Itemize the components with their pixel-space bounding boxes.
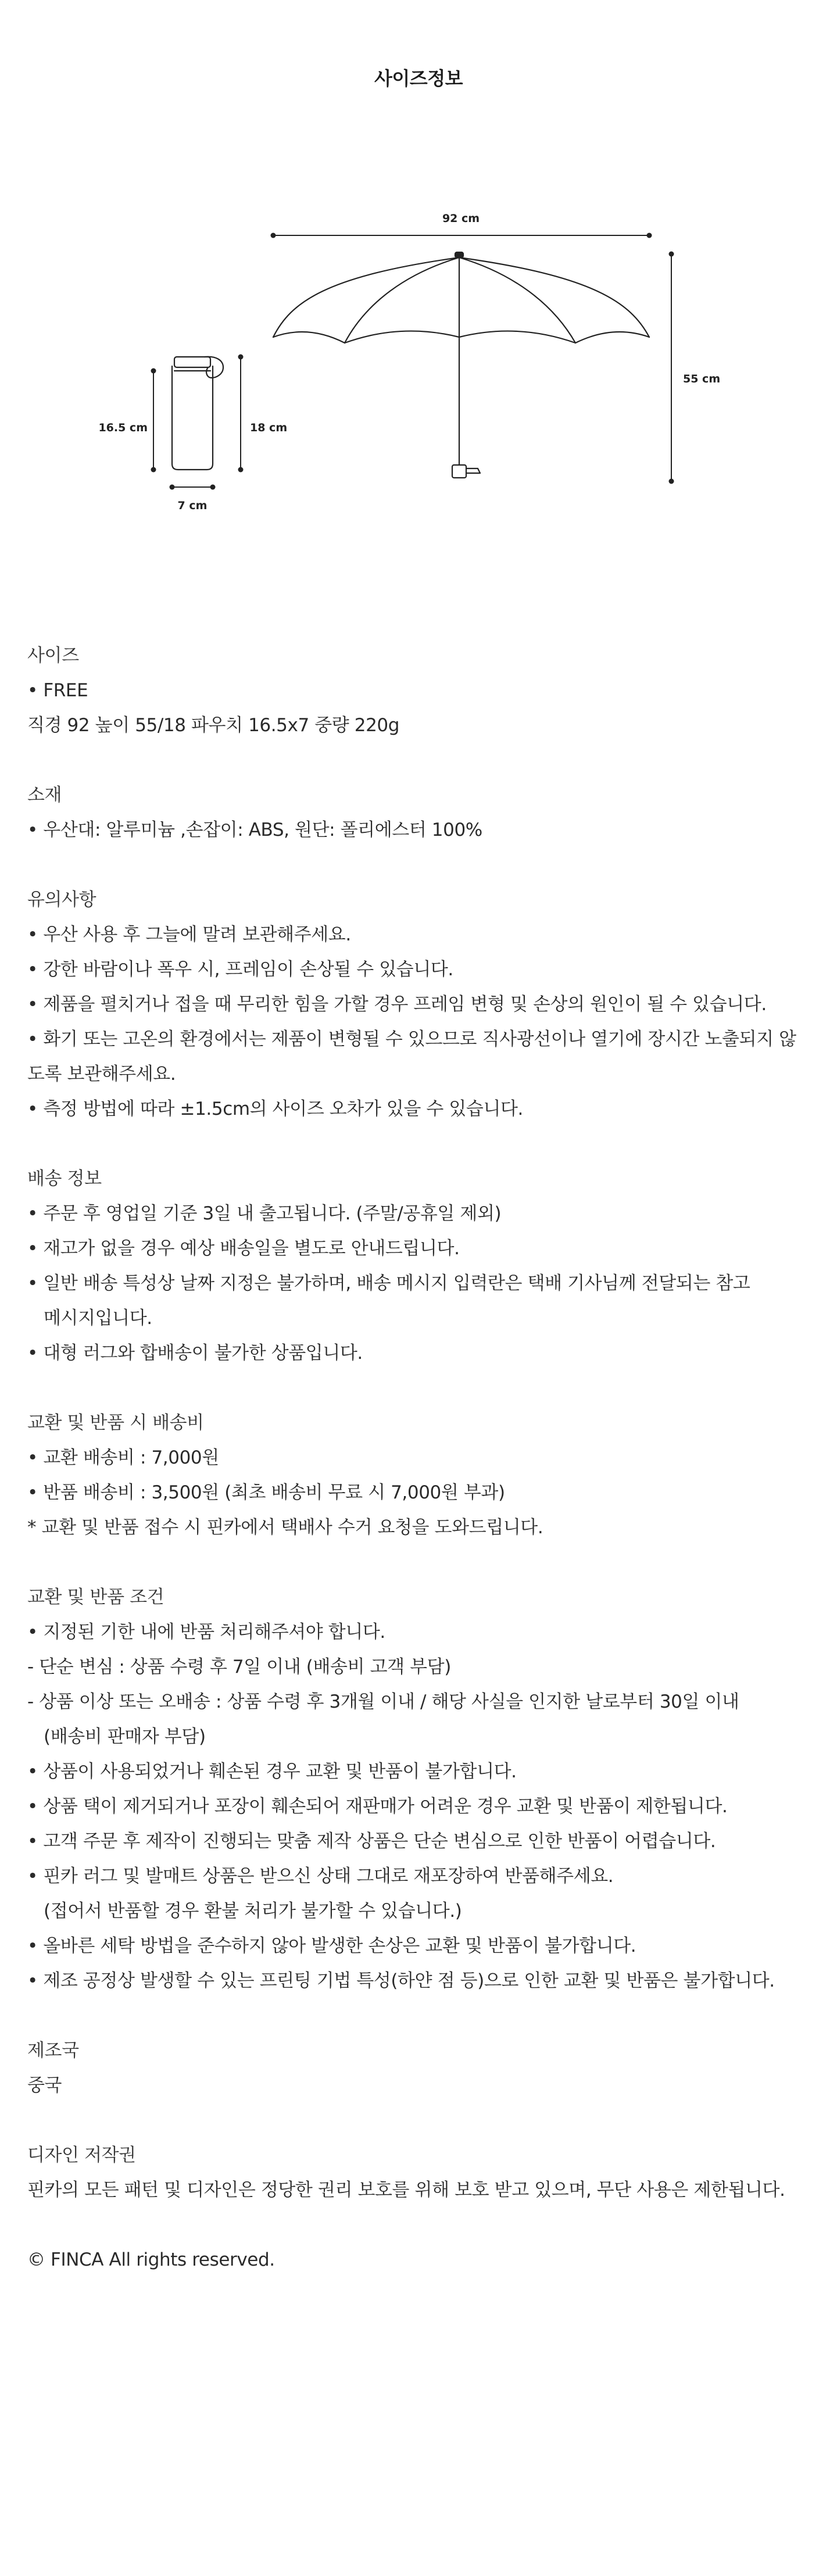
pouch-height-label: 16.5 cm bbox=[98, 421, 148, 434]
section-return-conditions-title: 교환 및 반품 조건 bbox=[27, 1587, 164, 1608]
return-condition-line: • 고객 주문 후 제작이 진행되는 맞춤 제작 상품은 단순 변심으로 인한 반품이 어렵습니다. bbox=[27, 1831, 716, 1852]
return-condition-line: • 올바른 세탁 방법을 준수하지 않아 발생한 손상은 교환 및 반품이 불가합니다. bbox=[27, 1935, 636, 1956]
pouch-width-label: 7 cm bbox=[177, 499, 208, 511]
section-design-copyright bbox=[27, 2138, 818, 2208]
size-diagram bbox=[0, 186, 837, 511]
caution-line: 도록 보관해주세요. bbox=[27, 1064, 176, 1085]
section-return-fee-title: 교환 및 반품 시 배송비 bbox=[27, 1412, 204, 1433]
pouch-total-height-label: 18 cm bbox=[250, 421, 288, 434]
pouch-illustration bbox=[172, 357, 223, 470]
section-design-copyright-title: 디자인 저작권 bbox=[27, 2145, 136, 2166]
section-caution bbox=[27, 882, 818, 1126]
page-title: 사이즈정보 bbox=[374, 67, 463, 90]
caution-line: • 제품을 펼치거나 접을 때 무리한 힘을 가할 경우 프레임 변형 및 손상의 원인이 될 수 있습니다. bbox=[27, 994, 767, 1015]
caution-line: • 측정 방법에 따라 ±1.5cm의 사이즈 오차가 있을 수 있습니다. bbox=[27, 1099, 524, 1119]
design-copyright-line: 핀카의 모든 패턴 및 디자인은 정당한 권리 보호를 위해 보호 받고 있으며, 무단 사용은 제한됩니다. bbox=[27, 2180, 785, 2201]
section-return-conditions bbox=[27, 1580, 818, 1998]
return-condition-line: • 지정된 기한 내에 반품 처리해주셔야 합니다. bbox=[27, 1622, 385, 1643]
shipping-line: • 일반 배송 특성상 날짜 지정은 불가하며, 배송 메시지 입력란은 택배 기사님께 전달되는 참고 bbox=[27, 1273, 750, 1294]
return-condition-line: - 단순 변심 : 상품 수령 후 7일 이내 (배송비 고객 부담) bbox=[27, 1656, 451, 1677]
return-fee-line: * 교환 및 반품 접수 시 핀카에서 택배사 수거 요청을 도와드립니다. bbox=[27, 1517, 543, 1538]
shipping-line: • 주문 후 영업일 기준 3일 내 출고됩니다. (주말/공휴일 제외) bbox=[27, 1203, 502, 1224]
section-origin-title: 제조국 bbox=[27, 2040, 79, 2061]
return-condition-line: (접어서 반품할 경우 환불 처리가 불가할 수 있습니다.) bbox=[44, 1901, 462, 1922]
caution-line: • 우산 사용 후 그늘에 말려 보관해주세요. bbox=[27, 924, 351, 945]
pouch-total-height-dimension bbox=[238, 355, 288, 473]
return-fee-line: • 반품 배송비 : 3,500원 (최초 배송비 무료 시 7,000원 부과) bbox=[27, 1482, 505, 1503]
section-shipping-title: 배송 정보 bbox=[27, 1168, 102, 1189]
shipping-line: • 재고가 없을 경우 예상 배송일을 별도로 안내드립니다. bbox=[27, 1238, 460, 1259]
return-condition-line: • 상품 택이 제거되거나 포장이 훼손되어 재판매가 어려운 경우 교환 및 반품이 제한됩니다. bbox=[27, 1796, 728, 1817]
material-line: • 우산대: 알루미늄 ,손잡이: ABS, 원단: 폴리에스터 100% bbox=[27, 820, 482, 840]
umbrella-illustration bbox=[273, 252, 649, 478]
return-fee-line: • 교환 배송비 : 7,000원 bbox=[27, 1447, 219, 1468]
return-condition-line: • 핀카 러그 및 발매트 상품은 받으신 상태 그대로 재포장하여 반품해주세요. bbox=[27, 1866, 614, 1887]
section-origin bbox=[27, 2033, 818, 2103]
return-condition-line: - 상품 이상 또는 오배송 : 상품 수령 후 3개월 이내 / 해당 사실을 인지한 날로부터 30일 이내 bbox=[27, 1691, 739, 1712]
section-size-title: 사이즈 bbox=[27, 645, 79, 666]
umbrella-height-label: 55 cm bbox=[683, 373, 721, 385]
caution-line: • 강한 바람이나 폭우 시, 프레임이 손상될 수 있습니다. bbox=[27, 959, 453, 980]
product-info-content bbox=[27, 638, 818, 2277]
pouch-width-dimension bbox=[170, 485, 216, 512]
section-size bbox=[27, 638, 818, 743]
shipping-line: • 대형 러그와 합배송이 불가한 상품입니다. bbox=[27, 1343, 363, 1364]
section-return-fee bbox=[27, 1405, 818, 1545]
return-condition-line: • 제조 공정상 발생할 수 있는 프린팅 기법 특성(하얀 점 등)으로 인한 교환 및 반품은 불가합니다. bbox=[27, 1970, 775, 1991]
section-caution-title: 유의사항 bbox=[27, 889, 96, 910]
umbrella-width-dimension bbox=[271, 212, 652, 238]
section-material bbox=[27, 778, 818, 847]
umbrella-height-dimension bbox=[669, 252, 721, 484]
section-shipping bbox=[27, 1161, 818, 1371]
shipping-line: 메시지입니다. bbox=[44, 1308, 152, 1329]
return-condition-line: • 상품이 사용되었거나 훼손된 경우 교환 및 반품이 불가합니다. bbox=[27, 1761, 517, 1782]
section-material-title: 소재 bbox=[27, 785, 62, 806]
size-line: 직경 92 높이 55/18 파우치 16.5x7 중량 220g bbox=[27, 715, 400, 736]
umbrella-width-label: 92 cm bbox=[442, 212, 480, 225]
footer-copyright: © FINCA All rights reserved. bbox=[27, 2249, 275, 2270]
origin-line: 중국 bbox=[27, 2075, 62, 2096]
caution-line: • 화기 또는 고온의 환경에서는 제품이 변형될 수 있으므로 직사광선이나 열기에 장시간 노출되지 않 bbox=[27, 1029, 796, 1050]
return-condition-line: (배송비 판매자 부담) bbox=[44, 1726, 206, 1747]
size-line: • FREE bbox=[27, 680, 88, 701]
pouch-height-dimension bbox=[98, 368, 156, 473]
